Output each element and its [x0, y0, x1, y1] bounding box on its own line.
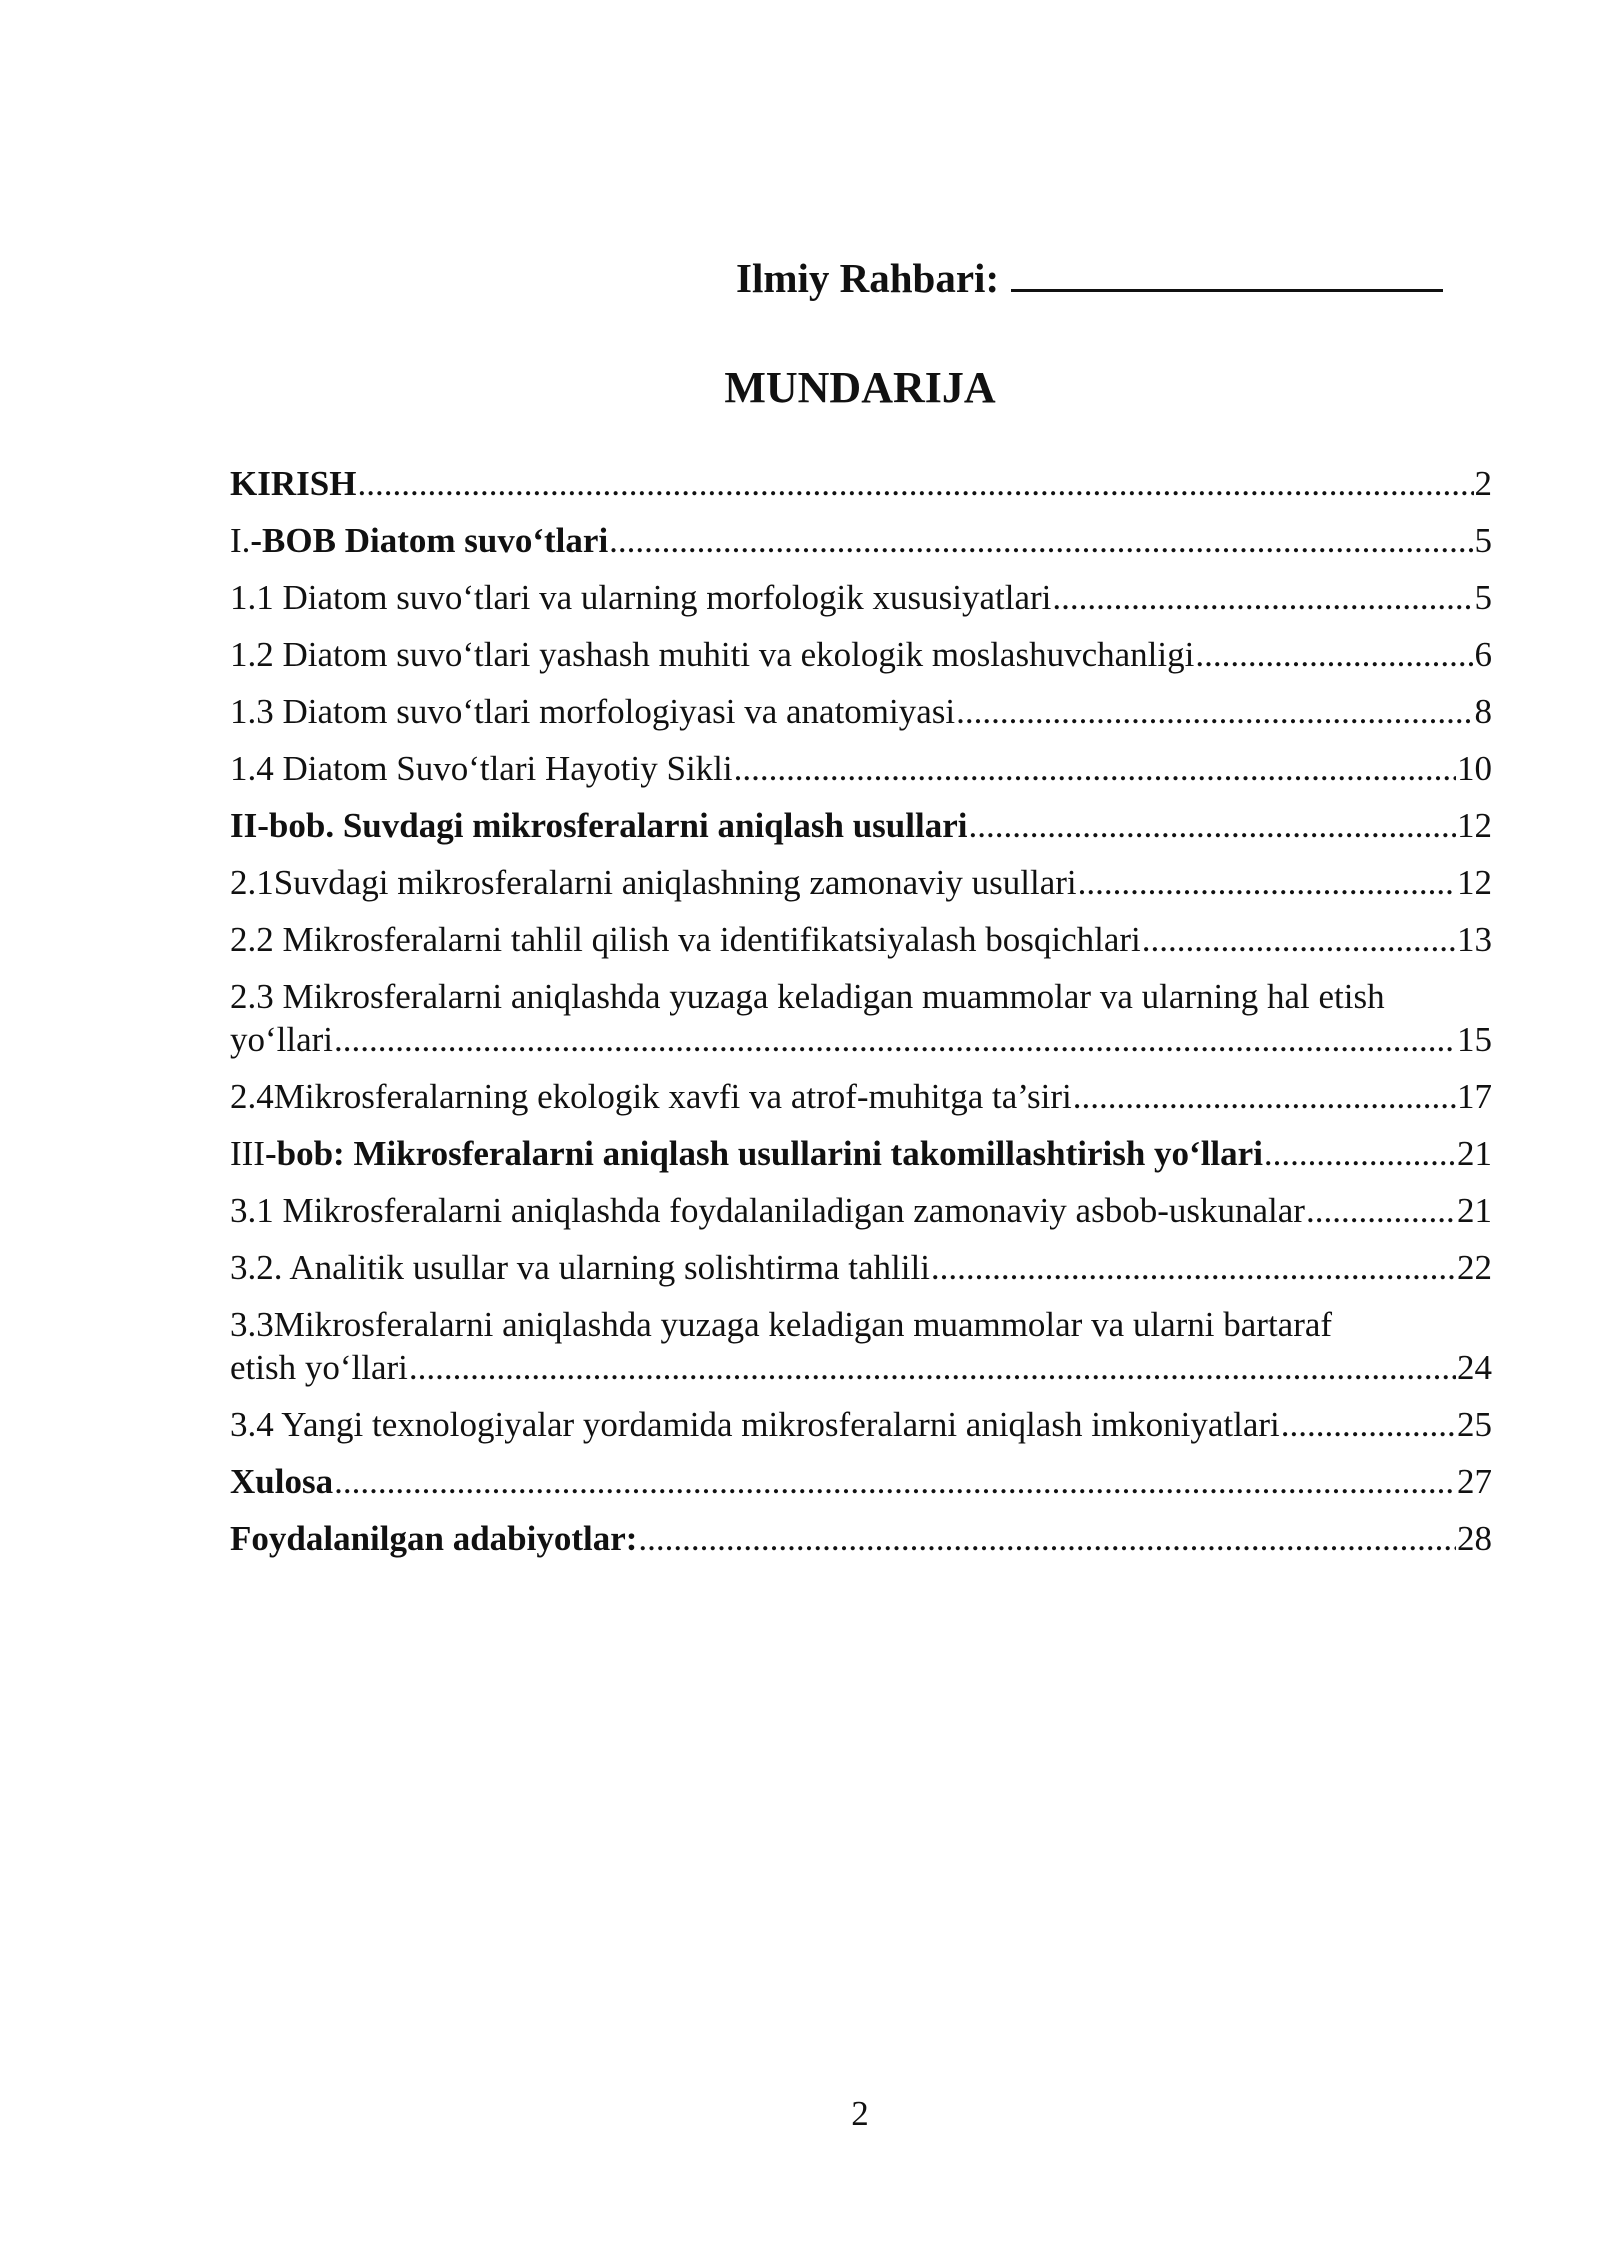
page-number: 2	[851, 2094, 869, 2133]
toc-entry-1-3	[230, 690, 1492, 733]
supervisor-label: Ilmiy Rahbari:	[736, 255, 1000, 301]
toc-leader-dots	[334, 1460, 1456, 1503]
toc-entry-conclusion	[230, 1460, 1492, 1503]
toc-entry-label: 1.2 Diatom suvo‘tlari yashash muhiti va ekologik moslashuvchanligi	[230, 635, 1195, 674]
toc-entry-label: -BOB Diatom suvo‘tlari	[250, 521, 609, 560]
toc-entry-2-4	[230, 1075, 1492, 1118]
supervisor-line	[736, 245, 1443, 308]
toc-entry-label: yo‘llari	[230, 1020, 334, 1059]
toc-entry-label: 3.4 Yangi texnologiyalar yordamida mikrosferalarni aniqlash imkoniyatlari	[230, 1405, 1280, 1444]
toc-entry-first-line: 3.3Mikrosferalarni aniqlashda yuzaga keladigan muammolar va ularni bartaraf	[230, 1305, 1333, 1344]
toc-entry-label: etish yo‘llari	[230, 1348, 408, 1387]
toc-entry-1-4	[230, 747, 1492, 790]
toc-leader-dots	[1281, 1403, 1456, 1446]
toc-entry-page: 5	[1474, 578, 1492, 617]
toc-leader-dots	[1264, 1132, 1456, 1175]
toc-entry-page: 10	[1457, 749, 1492, 788]
toc-entry-2-1	[230, 861, 1492, 904]
toc-entry-page: 15	[1457, 1020, 1492, 1059]
toc-entry-references	[230, 1517, 1492, 1560]
toc-entry-3-1	[230, 1189, 1492, 1232]
toc-entry-prefix: I.	[230, 521, 251, 560]
toc-entry-page: 27	[1457, 1462, 1492, 1501]
toc-entry-label: 2.4Mikrosferalarning ekologik xavfi va atrof-muhitga ta’siri	[230, 1077, 1072, 1116]
toc-entry-page: 13	[1457, 920, 1492, 959]
toc-entry-page: 8	[1474, 692, 1492, 731]
table-of-contents	[230, 462, 1492, 1574]
toc-entry-label: 1.3 Diatom suvo‘tlari morfologiyasi va anatomiyasi	[230, 692, 956, 731]
toc-leader-dots	[1195, 633, 1473, 676]
toc-entry-page: 6	[1474, 635, 1492, 674]
toc-leader-dots	[956, 690, 1473, 733]
toc-entry-page: 2	[1474, 464, 1492, 503]
toc-entry-page: 21	[1457, 1134, 1492, 1173]
toc-entry-label: 2.1Suvdagi mikrosferalarni aniqlashning zamonaviy usullari	[230, 863, 1077, 902]
toc-leader-dots	[409, 1346, 1456, 1389]
toc-entry-1-1	[230, 576, 1492, 619]
toc-entry-label: 1.1 Diatom suvo‘tlari va ularning morfologik xususiyatlari	[230, 578, 1052, 617]
toc-leader-dots	[1142, 918, 1456, 961]
toc-entry-chapter-3	[230, 1132, 1492, 1175]
toc-leader-dots	[334, 1018, 1456, 1061]
toc-entry-3-2	[230, 1246, 1492, 1289]
toc-entry-page: 5	[1474, 521, 1492, 560]
toc-entry-chapter-2	[230, 804, 1492, 847]
toc-entry-label: 1.4 Diatom Suvo‘tlari Hayotiy Sikli	[230, 749, 733, 788]
toc-leader-dots	[734, 747, 1456, 790]
toc-entry-first-line: 2.3 Mikrosferalarni aniqlashda yuzaga keladigan muammolar va ularning hal etish	[230, 977, 1385, 1016]
toc-leader-dots	[638, 1517, 1456, 1560]
toc-leader-dots	[1306, 1189, 1456, 1232]
toc-leader-dots	[357, 462, 1473, 505]
toc-entry-label: II-bob. Suvdagi mikrosferalarni aniqlash usullari	[230, 806, 968, 845]
toc-entry-label: KIRISH	[230, 464, 357, 503]
toc-entry-label: 3.1 Mikrosferalarni aniqlashda foydalaniladigan zamonaviy asbob-uskunalar	[230, 1191, 1305, 1230]
toc-leader-dots	[931, 1246, 1456, 1289]
toc-entry-label: Foydalanilgan adabiyotlar:	[230, 1519, 638, 1558]
signature-blank	[1011, 245, 1443, 292]
toc-entry-2-3	[230, 975, 1492, 1061]
toc-leader-dots	[609, 519, 1473, 562]
toc-entry-page: 25	[1457, 1405, 1492, 1444]
toc-entry-3-3	[230, 1303, 1492, 1389]
toc-entry-chapter-1	[230, 519, 1492, 562]
toc-entry-page: 21	[1457, 1191, 1492, 1230]
toc-entry-label: Xulosa	[230, 1462, 334, 1501]
toc-title: MUNDARIJA	[724, 363, 996, 412]
toc-entry-page: 12	[1457, 863, 1492, 902]
toc-leader-dots	[968, 804, 1456, 847]
toc-entry-page: 17	[1457, 1077, 1492, 1116]
toc-entry-label: 3.2. Analitik usullar va ularning solishtirma tahlili	[230, 1248, 930, 1287]
toc-entry-prefix: III	[230, 1134, 265, 1173]
toc-entry-intro	[230, 462, 1492, 505]
toc-entry-page: 12	[1457, 806, 1492, 845]
toc-entry-3-4	[230, 1403, 1492, 1446]
toc-entry-label: -bob: Mikrosferalarni aniqlash usullarini takomillashtirish yo‘llari	[264, 1134, 1263, 1173]
toc-entry-2-2	[230, 918, 1492, 961]
toc-leader-dots	[1078, 861, 1456, 904]
toc-leader-dots	[1052, 576, 1473, 619]
toc-entry-1-2	[230, 633, 1492, 676]
toc-entry-page: 28	[1457, 1519, 1492, 1558]
toc-entry-page: 24	[1457, 1348, 1492, 1387]
toc-entry-label: 2.2 Mikrosferalarni tahlil qilish va identifikatsiyalash bosqichlari	[230, 920, 1141, 959]
toc-leader-dots	[1073, 1075, 1456, 1118]
toc-entry-page: 22	[1457, 1248, 1492, 1287]
